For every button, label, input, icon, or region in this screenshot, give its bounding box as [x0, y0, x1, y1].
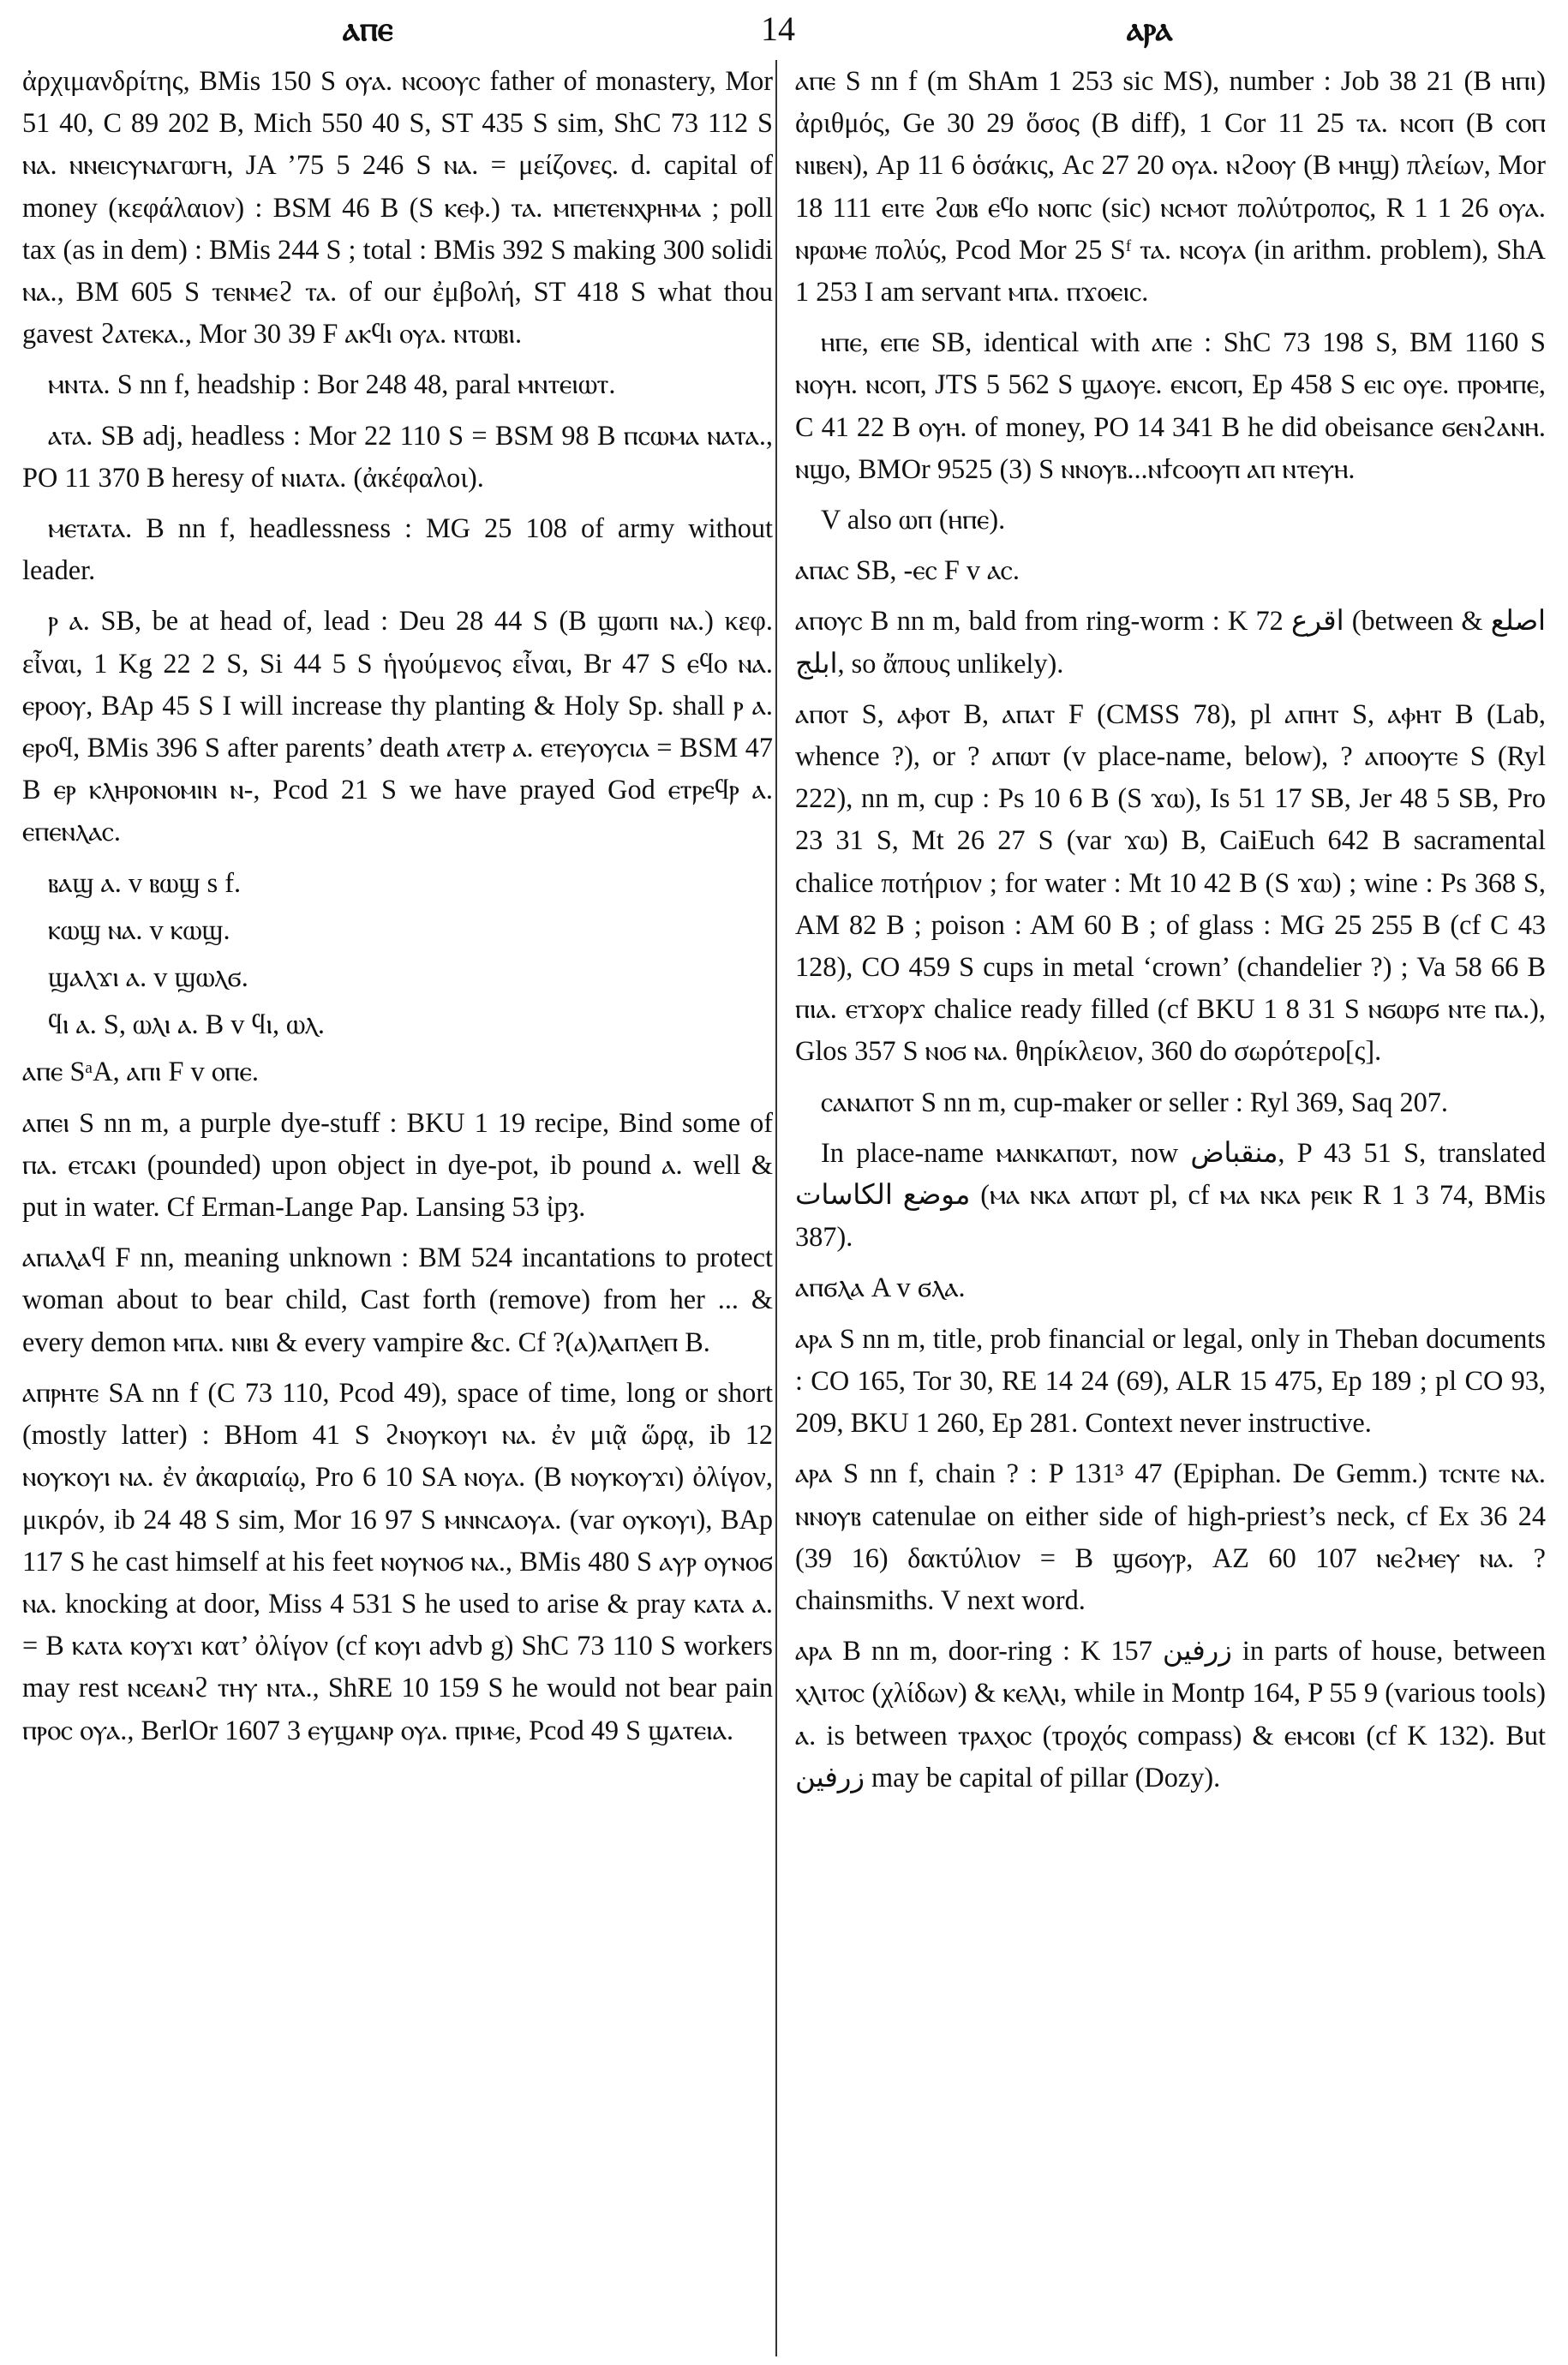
entry-paragraph: ⲙⲛⲧⲁ. S nn f, headship : Bor 248 48, paral ⲙⲛⲧⲉⲓⲱⲧ.	[48, 368, 616, 400]
dictionary-entry: ⲁⲡⲉ SᵃA, ⲁⲡⲓ F v ⲟⲡⲉ.	[22, 1056, 259, 1087]
entry-paragraph: In place-name ⲙⲁⲛⲕⲁⲡⲱⲧ, now منقباض, P 43 51 S, translated موضع الكاسات (ⲙⲁ ⲛⲕⲁ ⲁⲡⲱⲧ pl, cf ⲙⲁ ⲛⲕⲁ ⲣⲉⲓⲕ R 1 3 74, BMis 387).	[795, 1136, 1546, 1253]
dictionary-entry: ⲁⲡⲁⲥ SB, -ⲉⲥ F v ⲁⲥ.	[795, 554, 1020, 586]
cross-reference: ϥⲓ ⲁ. S, ⲱⲗⲓ ⲁ. B v ϥⲓ, ⲱⲗ.	[48, 1009, 325, 1040]
cross-reference: ⲃⲁϣ ⲁ. v ⲃⲱϣ s f.	[48, 866, 242, 898]
entry-paragraph: ἀρχιμανδρίτης, BMis 150 S ⲟⲩⲁ. ⲛⲥⲟⲟⲩⲥ father of monastery, Mor 51 40, C 89 202 B, Mich 550 40 S, ST 435 S sim, ShC 73 112 S ⲛⲁ. ⲛⲛⲉⲓⲥⲩⲛⲁⲅⲱⲅⲏ, JA ’75 5 246 S ⲛⲁ. = μείζονες. d. capital of money (κεφάλαιον) : BSM 46 B (S ⲕⲉⲫ.) ⲧⲁ. ⲙⲡⲉⲧⲉⲛⲭⲣⲏⲙⲁ ; poll tax (as in dem) : BMis 244 S ; total : BMis 392 S making 300 solidi ⲛⲁ., BM 605 S ⲧⲉⲛⲙⲉϩ ⲧⲁ. of our ἐμβολή, ST 418 S what thou gavest ϩⲁⲧⲉⲕⲁ., Mor 30 39 F ⲁⲕϥⲓ ⲟⲩⲁ. ⲛⲧⲱⲃⲓ.	[22, 65, 773, 350]
right-headword: ⲁⲣⲁ	[1127, 9, 1173, 48]
dictionary-entry: ⲁⲡϭⲗⲁ A v ϭⲗⲁ.	[795, 1272, 966, 1303]
dictionary-entry: ⲁⲡⲟⲩⲥ B nn m, bald from ring-worm : K 72 اقرع (between اصلع & ابلج, so ἄπους unlikely).	[795, 605, 1546, 679]
entry-paragraph: V also ⲱⲡ (ⲏⲡⲉ).	[821, 504, 1006, 536]
column-divider	[775, 60, 777, 2356]
entry-paragraph: ⲥⲁⲛⲁⲡⲟⲧ S nn m, cup-maker or seller : Ryl 369, Saq 207.	[821, 1086, 1448, 1117]
left-column	[22, 60, 773, 2356]
entry-paragraph: ⲁⲧⲁ. SB adj, headless : Mor 22 110 S = BSM 98 B ⲡⲥⲱⲙⲁ ⲛⲁⲧⲁ., PO 11 370 B heresy of ⲛⲓⲁⲧⲁ. (ἀκέφαλοι).	[22, 419, 773, 493]
dictionary-entry: ⲁⲣⲁ B nn m, door-ring : K 157 زرفين in parts of house, between ⲭⲗⲓⲧⲟⲥ (χλίδων) & ⲕⲉⲗⲗⲓ, while in Montp 164, P 55 9 (various tools) ⲁ. is between ⲧⲣⲁⲭⲟⲥ (τροχός compass) & ⲉⲙⲥⲟⲃⲓ (cf K 132). But زرفين may be capital of pillar (Dozy).	[795, 1635, 1546, 1793]
dictionary-entry: ⲁⲡⲁⲗⲁϥ F nn, meaning unknown : BM 524 incantations to protect woman about to bear child, Cast forth (remove) from her ... & every demon ⲙⲡⲁ. ⲛⲓⲃⲓ & every vampire &c. Cf ?(ⲁ)ⲗⲁⲡⲗⲉⲡ B.	[22, 1242, 773, 1357]
dictionary-entry: ⲁⲣⲁ S nn f, chain ? : P 131³ 47 (Epiphan. De Gemm.) ⲧⲥⲛⲧⲉ ⲛⲁ. ⲛⲛⲟⲩⲃ catenulae on either side of high-priest’s neck, cf Ex 36 24 (39 16) δακτύλιον = B ϣϭⲟⲩⲣ, AZ 60 107 ⲛⲉϩⲙⲉⲩ ⲛⲁ. ? chainsmiths. V next word.	[795, 1458, 1546, 1615]
right-column	[795, 60, 1546, 2356]
cross-reference: ϣⲁⲗϫⲓ ⲁ. v ϣⲱⲗϭ.	[48, 961, 248, 993]
dictionary-entry: ⲁⲡⲣⲏⲧⲉ SA nn f (C 73 110, Pcod 49), space of time, long or short (mostly latter) : BHom 41 S ϩⲛⲟⲩⲕⲟⲩⲓ ⲛⲁ. ἐν μιᾷ ὥρᾳ, ib 12 ⲛⲟⲩⲕⲟⲩⲓ ⲛⲁ. ἐν ἀκαριαίῳ, Pro 6 10 SA ⲛⲟⲩⲁ. (B ⲛⲟⲩⲕⲟⲩϫⲓ) ὀλίγον, μικρόν, ib 24 48 S sim, Mor 16 97 S ⲙⲛⲛⲥⲁⲟⲩⲁ. (var ⲟⲩⲕⲟⲩⲓ), BAp 117 S he cast himself at his feet ⲛⲟⲩⲛⲟϭ ⲛⲁ., BMis 480 S ⲁⲩⲣ ⲟⲩⲛⲟϭ ⲛⲁ. knocking at door, Miss 4 531 S he used to arise & pray ⲕⲁⲧⲁ ⲁ. = B ⲕⲁⲧⲁ ⲕⲟⲩϫⲓ κατ’ ὀλίγον (cf ⲕⲟⲩⲓ advb g) ShC 73 110 S workers may rest ⲛⲥⲉⲁⲛϩ ⲧⲏⲩ ⲛⲧⲁ., ShRE 10 159 S he would not bear pain ⲡⲣⲟⲥ ⲟⲩⲁ., BerlOr 1607 3 ⲉⲩϣⲁⲛⲣ ⲟⲩⲁ. ⲡⲣⲓⲙⲉ, Pcod 49 S ϣⲁⲧⲉⲓⲁ.	[22, 1376, 773, 1745]
dictionary-entry: ⲁⲡⲟⲧ S, ⲁⲫⲟⲧ B, ⲁⲡⲁⲧ F (CMSS 78), pl ⲁⲡⲏⲧ S, ⲁⲫⲏⲧ B (Lab, whence ?), or ? ⲁⲡⲱⲧ (v place-name, below), ? ⲁⲡⲟⲟⲩⲧⲉ S (Ryl 222), nn m, cup : Ps 10 6 B (S ϫⲱ), Is 51 17 SB, Jer 48 5 SB, Pro 23 31 S, Mt 26 27 S (var ϫⲱ) B, CaiEuch 642 B sacramental chalice ποτήριον ; for water : Mt 10 42 B (S ϫⲱ) ; wine : Ps 368 S, AM 82 B ; poison : AM 60 B ; of glass : MG 25 255 B (cf C 43 128), CO 459 S cups in metal ‘crown’ (chandelier ?) ; Va 58 66 B ⲡⲓⲁ. ⲉⲧϫⲟⲣϫ chalice ready filled (cf BKU 1 8 31 S ⲛϭⲱⲣϭ ⲛⲧⲉ ⲡⲁ.), Glos 357 S ⲛⲟϭ ⲛⲁ. θηρίκλειον, 360 do σωρότερο[ς].	[795, 698, 1546, 1067]
dictionary-entry: ⲁⲡⲉ S nn f (m ShAm 1 253 sic MS), number : Job 38 21 (B ⲏⲡⲓ) ἀριθμός, Ge 30 29 ὅσος (B diff), 1 Cor 11 25 ⲧⲁ. ⲛⲥⲟⲡ (B ⲥⲟⲡ ⲛⲓⲃⲉⲛ), Ap 11 6 ὁσάκις, Ac 27 20 ⲟⲩⲁ. ⲛϩⲟⲟⲩ (B ⲙⲏϣ) πλείων, Mor 18 111 ⲉⲓⲧⲉ ϩⲱⲃ ⲉϥⲟ ⲛⲟⲡⲥ (sic) ⲛⲥⲙⲟⲧ πολύτροπος, R 1 1 26 ⲟⲩⲁ. ⲛⲣⲱⲙⲉ πολύς, Pcod Mor 25 Sᶠ ⲧⲁ. ⲛⲥⲟⲩⲁ (in arithm. problem), ShA 1 253 I am servant ⲙⲡⲁ. ⲡϫⲟⲉⲓⲥ.	[795, 65, 1546, 308]
entry-paragraph: ⲏⲡⲉ, ⲉⲡⲉ SB, identical with ⲁⲡⲉ : ShC 73 198 S, BM 1160 S ⲛⲟⲩⲏ. ⲛⲥⲟⲡ, JTS 5 562 S ϣⲁⲟⲩⲉ. ⲉⲛⲥⲟⲡ, Ep 458 S ⲉⲓⲥ ⲟⲩⲉ. ⲡⲣⲟⲙⲡⲉ, C 41 22 B ⲟⲩⲏ. of money, PO 14 341 B he did obeisance ϭⲉⲛϩⲁⲛⲏ. ⲛϣⲟ, BMOr 9525 (3) S ⲛⲛⲟⲩⲃ...ⲛϯⲥⲟⲟⲩⲡ ⲁⲡ ⲛⲧⲉⲩⲏ.	[795, 326, 1546, 484]
running-head	[0, 7, 1568, 51]
left-headword: ⲁⲡⲉ	[343, 9, 393, 48]
entry-paragraph: ⲙⲉⲧⲁⲧⲁ. B nn f, headlessness : MG 25 108 of army without leader.	[22, 512, 773, 586]
dictionary-entry: ⲁⲡⲉⲓ S nn m, a purple dye-stuff : BKU 1 19 recipe, Bind some of ⲡⲁ. ⲉⲧⲥⲁⲕⲓ (pounded) upon object in dye-pot, ib pound ⲁ. well & put in water. Cf Erman-Lange Pap. Lansing 53 ἰpȝ.	[22, 1106, 773, 1223]
dictionary-entry: ⲁⲣⲁ S nn m, title, prob financial or legal, only in Theban documents : CO 165, Tor 30, RE 14 24 (69), ALR 15 475, Ep 189 ; pl CO 93, 209, BKU 1 260, Ep 281. Context never instructive.	[795, 1322, 1546, 1439]
cross-reference: ⲕⲱϣ ⲛⲁ. v ⲕⲱϣ.	[48, 913, 230, 945]
entry-paragraph: ⲣ ⲁ. SB, be at head of, lead : Deu 28 44 S (B ϣⲱⲡⲓ ⲛⲁ.) κεφ. εἶναι, 1 Kg 22 2 S, Si 44 5 S ἡγούμενος εἶναι, Br 47 S ⲉϥⲟ ⲛⲁ. ⲉⲣⲟⲟⲩ, BAp 45 S I will increase thy planting & Holy Sp. shall ⲣ ⲁ. ⲉⲣⲟϥ, BMis 396 S after parents’ death ⲁⲧⲉⲧⲣ ⲁ. ⲉⲧⲉⲩⲟⲩⲥⲓⲁ = BSM 47 B ⲉⲣ ⲕⲗⲏⲣⲟⲛⲟⲙⲓⲛ ⲛ-, Pcod 21 S we have prayed God ⲉⲧⲣⲉϥⲣ ⲁ. ⲉⲡⲉⲛⲗⲁⲥ.	[22, 605, 773, 847]
page-number: 14	[761, 9, 795, 48]
